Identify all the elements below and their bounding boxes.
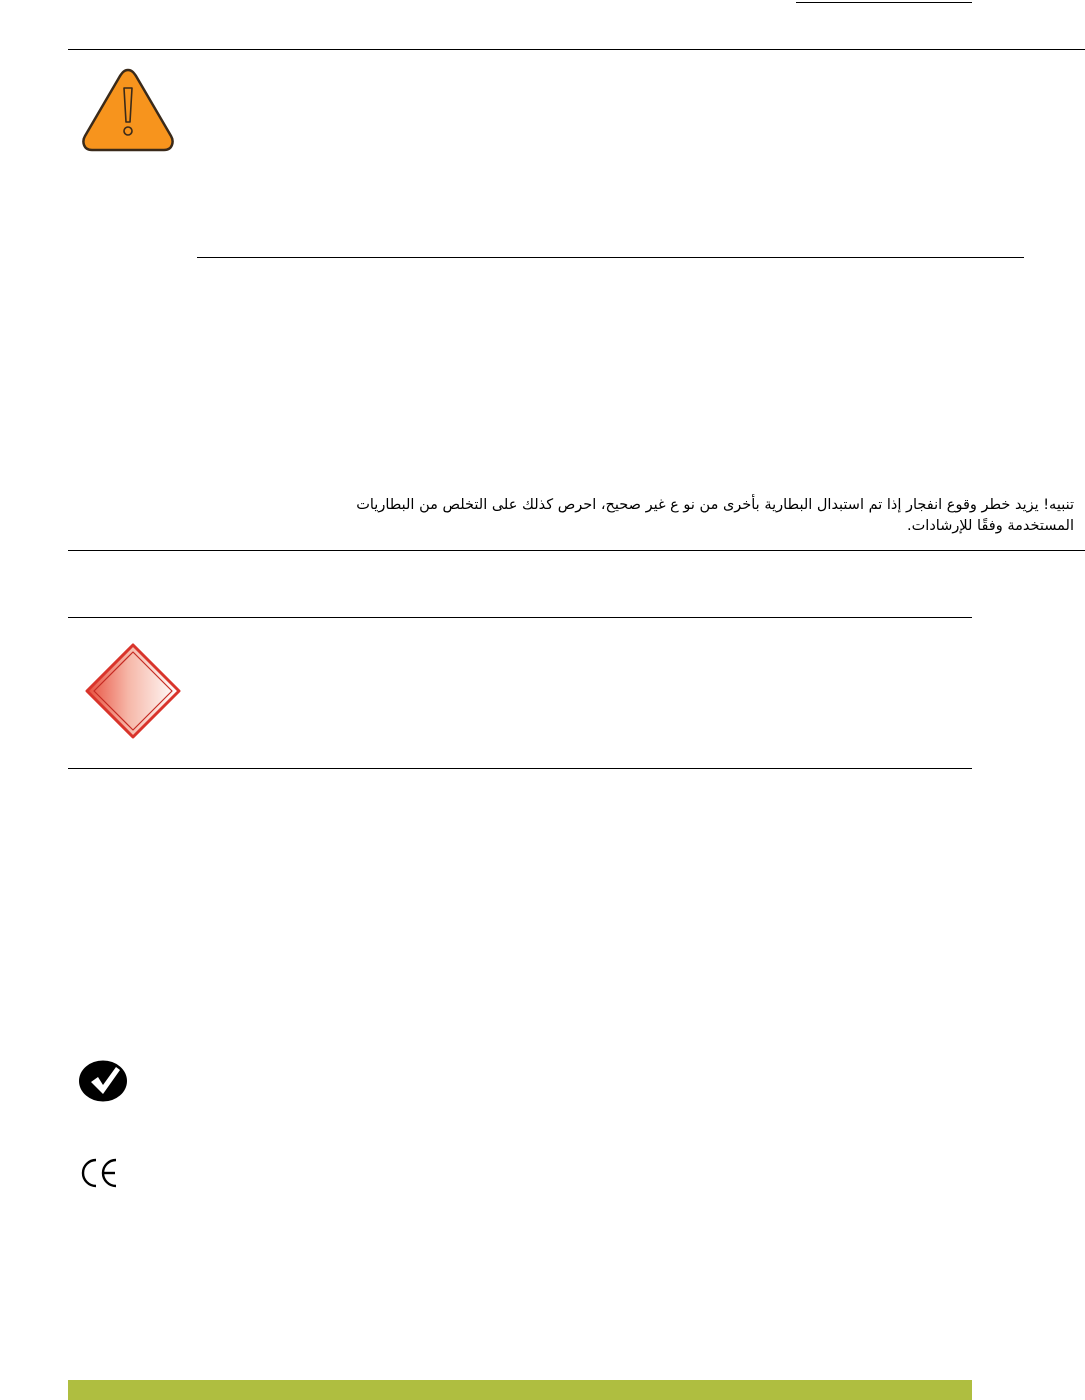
battery-caution-arabic-text: تنبيه! يزيد خطر وقوع انفجار إذا تم استبدال البطارية بأخرى من نو ع غير صحيح، احرص كذلك على التخلص من البطاريات المستخدمة وفقًا للإرشادات. <box>356 496 1074 534</box>
c-tick-mark-icon <box>78 1060 128 1102</box>
caution-section-bottom-rule <box>68 550 1085 551</box>
footer-bar <box>68 1380 972 1400</box>
warning-triangle-svg <box>80 66 176 154</box>
ce-mark-svg <box>78 1156 120 1190</box>
warning-triangle-icon <box>80 66 176 154</box>
caution-inner-rule <box>197 257 1024 258</box>
c-tick-svg <box>78 1060 128 1102</box>
notice-box-top-rule <box>68 617 972 618</box>
ce-mark-icon <box>78 1156 120 1190</box>
caution-section-top-rule <box>68 49 1085 50</box>
notice-box-bottom-rule <box>68 768 972 769</box>
header-rule <box>796 2 972 3</box>
notice-diamond-icon <box>84 642 182 740</box>
notice-diamond-svg <box>84 642 182 740</box>
